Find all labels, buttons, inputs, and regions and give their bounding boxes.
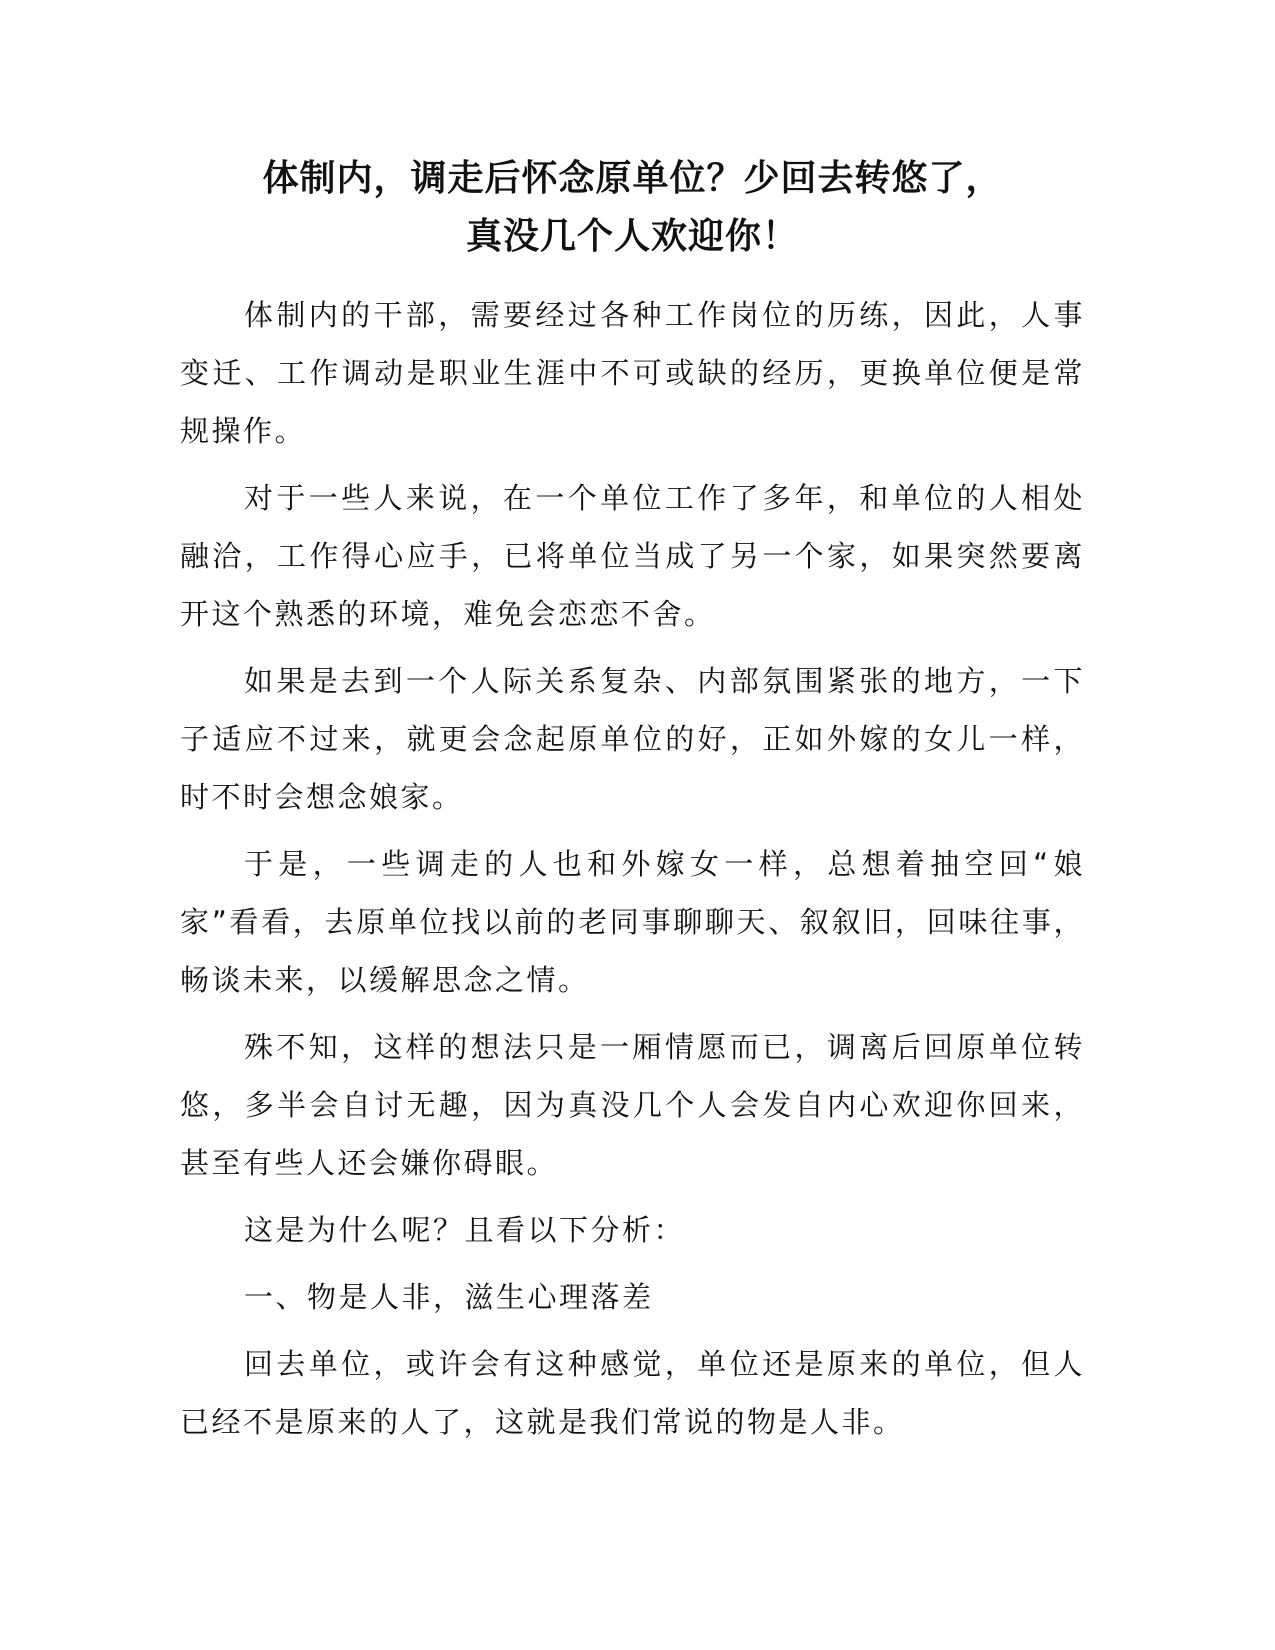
paragraph-3: 如果是去到一个人际关系复杂、内部氛围紧张的地方，一下子适应不过来，就更会念起原单位的好，正如外嫁的女儿一样，时不时会想念娘家。 — [180, 664, 1085, 814]
paragraph-6: 这是为什么呢？且看以下分析： — [244, 1213, 686, 1247]
paragraph-2: 对于一些人来说，在一个单位工作了多年，和单位的人相处融洽，工作得心应手，已将单位当成了另一个家，如果突然要离开这个熟悉的环境，难免会恋恋不舍。 — [180, 481, 1085, 631]
paragraph-5: 殊不知，这样的想法只是一厢情愿而已，调离后回原单位转悠，多半会自讨无趣，因为真没几个人会发自内心欢迎你回来，甚至有些人还会嫌你碍眼。 — [180, 1030, 1085, 1180]
document-title — [180, 150, 1085, 266]
document-body — [180, 286, 1085, 1460]
paragraph-7: 回去单位，或许会有这种感觉，单位还是原来的单位，但人已经不是原来的人了，这就是我们常说的物是人非。 — [180, 1347, 1085, 1439]
title-line-2: 真没几个人欢迎你！ — [465, 216, 799, 257]
paragraph-4: 于是，一些调走的人也和外嫁女一样，总想着抽空回“娘家”看看，去原单位找以前的老同事聊聊天、叙叙旧，回味往事，畅谈未来，以缓解思念之情。 — [180, 847, 1085, 997]
paragraph-1: 体制内的干部，需要经过各种工作岗位的历练，因此，人事变迁、工作调动是职业生涯中不可或缺的经历，更换单位便是常规操作。 — [180, 298, 1085, 448]
title-line-1: 体制内，调走后怀念原单位？少回去转悠了， — [262, 158, 1003, 199]
section-heading-1: 一、物是人非，滋生心理落差 — [244, 1280, 654, 1314]
